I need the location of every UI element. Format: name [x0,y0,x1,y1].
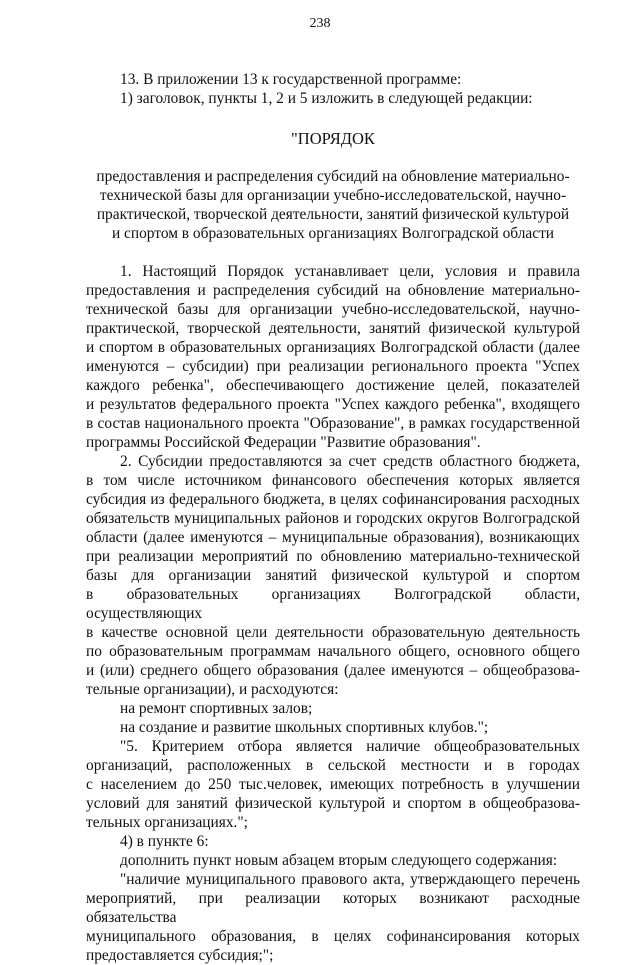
paragraph [86,870,580,965]
text-line: и спортом в образовательных организациях Волгоградской области (далее [86,339,580,356]
intro-line-2: 1) заголовок, пункты 1, 2 и 5 изложить в следующей редакции: [120,90,533,107]
text-line: по образовательным программам начального общего, основного общего [86,643,580,660]
text-line: 1. Настоящий Порядок устанавливает цели, условия и правила [120,263,580,280]
text-line: "5. Критерием отбора является наличие общеобразовательных [120,738,580,755]
document-body [86,70,580,965]
text-line: тельных организациях."; [86,814,248,831]
text-line: и (или) среднего общего образования (далее именуются – общеобразова- [86,662,580,679]
paragraph [86,737,580,832]
subtitle-line: предоставления и распределения субсидий на обновление материально- [96,168,570,185]
text-line: "наличие муниципального правового акта, утверждающего перечень [120,871,580,888]
subtitle-line: технической базы для организации учебно-исследовательской, научно- [99,187,567,204]
text-line: в качестве основной цели деятельности образовательную деятельность [86,624,580,641]
text-line: предоставления и распределения субсидий на обновление материально- [86,282,580,299]
text-line: 4) в пункте 6: [120,833,209,850]
text-line: тельные организации), и расходуются: [86,681,339,698]
text-line: в образовательных организациях Волгоградской области, осуществляющих [86,586,580,622]
text-line: условий для занятий физической культурой и спортом в общеобразова- [86,795,580,812]
procedure-title: "ПОРЯДОК [291,129,375,148]
text-line: в том числе источником финансового обеспечения которых является [86,472,580,489]
text-line: практической, творческой деятельности, занятий физической культурой [86,320,580,337]
procedure-text [86,262,580,965]
text-line: именуются – субсидии) при реализации регионального проекта "Успех [86,358,580,375]
subtitle-line: и спортом в образовательных организациях Волгоградской области [111,225,555,242]
paragraph [86,699,580,718]
text-line: каждого ребенка", обеспечивающего достижение целей, показателей [86,377,580,394]
text-line: при реализации мероприятий по обновлению материально-технической [86,548,580,565]
intro-line-1: 13. В приложении 13 к государственной программе: [120,71,462,88]
paragraph [86,832,580,851]
paragraph [86,262,580,452]
procedure-subtitle [86,167,580,243]
paragraph [86,851,580,870]
text-line: обязательств муниципальных районов и городских округов Волгоградской [86,510,580,527]
text-line: 2. Субсидии предоставляются за счет средств областного бюджета, [120,453,580,470]
text-line: мероприятий, при реализации которых возникают расходные обязательства [86,890,580,926]
text-line: базы для организации занятий физической культурой и спортом [86,567,580,584]
text-line: программы Российской Федерации "Развитие образования". [86,434,481,451]
text-line: муниципального образования, в целях софинансирования которых [86,928,580,945]
subtitle-line: практической, творческой деятельности, занятий физической культурой [96,206,570,223]
text-line: на ремонт спортивных залов; [120,700,313,717]
text-line: дополнить пункт новым абзацем вторым следующего содержания: [120,852,558,869]
text-line: технической базы для организации учебно-исследовательской, научно- [86,301,580,318]
page-number: 238 [309,16,331,31]
text-line: и результатов федерального проекта "Успех каждого ребенка", входящего [86,396,580,413]
paragraph [86,718,580,737]
text-line: области (далее именуются – муниципальные образования), возникающих [86,529,580,546]
text-line: на создание и развитие школьных спортивных клубов."; [120,719,489,736]
paragraph [86,452,580,699]
text-line: организаций, расположенных в сельской местности и в городах [86,757,580,774]
text-line: в состав национального проекта "Образование", в рамках государственной [86,415,580,432]
text-line: предоставляется субсидия;"; [86,947,274,964]
text-line: с населением до 250 тыс.человек, имеющих потребность в улучшении [86,776,580,793]
text-line: субсидия из федерального бюджета, в целях софинансирования расходных [86,491,580,508]
